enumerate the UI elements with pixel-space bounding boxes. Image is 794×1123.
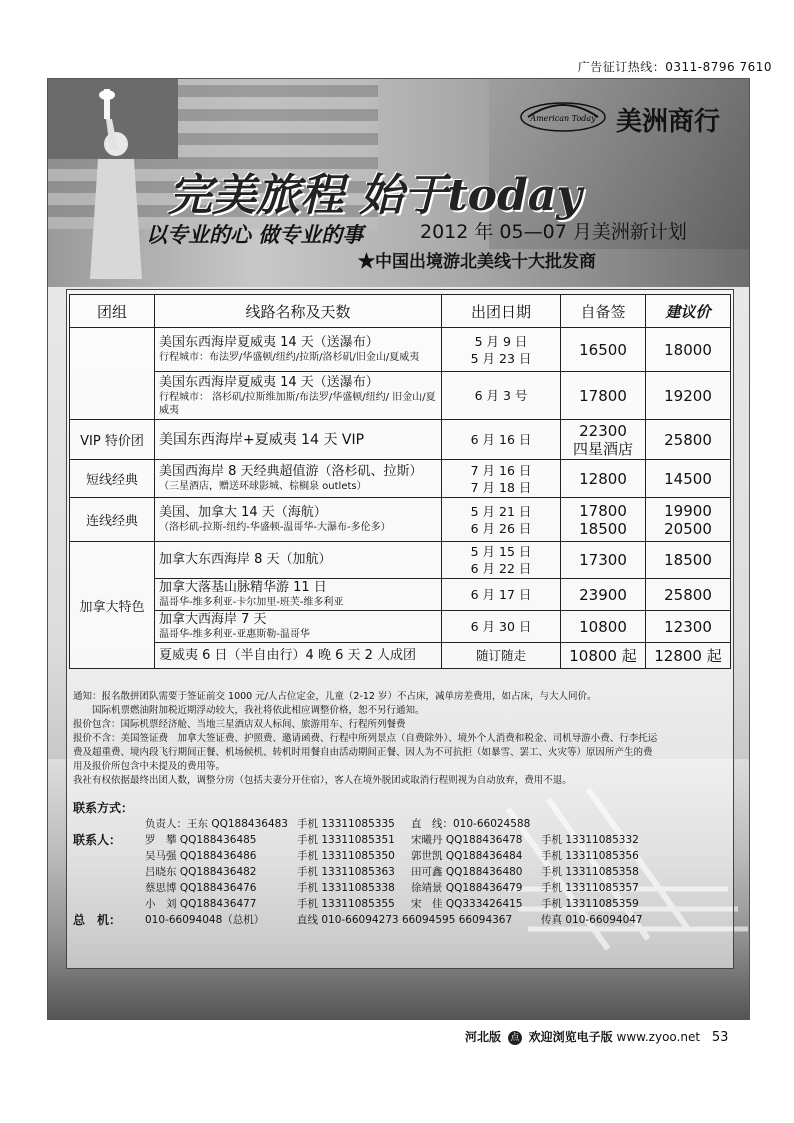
date-cell: 6 月 3 号 <box>442 372 561 420</box>
contact-qq: 吴马强 QQ188436486 <box>145 850 257 862</box>
contact-phone: 手机 13311085359 <box>541 898 639 910</box>
contacts-title: 联系方式： <box>73 801 134 815</box>
price-cell: 14500 <box>646 460 731 498</box>
contact-phone: 手机 13311085338 <box>297 882 395 894</box>
header-route: 线路名称及天数 <box>155 295 442 328</box>
header-date: 出团日期 <box>442 295 561 328</box>
table-row <box>70 420 731 460</box>
note-line: 通知：报名散拼团队需要于签证前交 1000 元/人占位定金，儿童（2-12 岁）不占床，减单房差费用，如占床，与大人同价。 <box>73 691 597 702</box>
footer <box>465 1028 728 1045</box>
contact-qq: 小 刘 QQ188436477 <box>145 898 257 910</box>
contact-phone: 手机 13311085363 <box>297 866 395 878</box>
self-visa-cell: 17800 <box>561 372 646 420</box>
header-self-visa: 自备签 <box>561 295 646 328</box>
direct-lines: 直线 010-66094273 66094595 66094367 <box>297 914 513 926</box>
headline: 完美旅程 始于today <box>168 170 582 221</box>
contact-qq: 宋曦丹 QQ188436478 <box>411 834 523 846</box>
contact-qq: 吕晓东 QQ188436482 <box>145 866 257 878</box>
group-cell: 连线经典 <box>70 498 155 542</box>
contact-row <box>73 880 729 896</box>
self-visa-cell: 16500 <box>561 328 646 372</box>
note-line: 我社有权依据最终出团人数，调整分房（包括夫妻分开住宿），客人在境外脱团或取消行程则视为自动放弃，费用不退。 <box>73 775 572 786</box>
brand-logo <box>518 95 738 145</box>
note-line: 报价不含：美国签证费 加拿大签证费、护照费、邀请函费、行程中所列景点（自费除外）、境外个人消费和税金、司机导游小费、行李托运 <box>73 733 658 744</box>
route-detail: 行程城市：布法罗/华盛顿/纽约/拉斯/洛杉矶/旧金山/夏威夷 <box>159 352 420 363</box>
fax: 传真 010-66094047 <box>541 914 643 926</box>
route-name: 夏威夷 6 日（半自由行）4 晚 6 天 2 人成团 <box>155 643 442 669</box>
route-name: 美国东西海岸+夏威夷 14 天 VIP <box>155 420 442 460</box>
head-direct: 直 线：010-66024588 <box>411 818 531 830</box>
route-detail: 行程城市： 洛杉矶/拉斯维加斯/布法罗/华盛顿/纽约/ 旧金山/夏威夷 <box>159 391 436 416</box>
note-line: 国际机票燃油附加税近期浮动较大，我社将依此相应调整价格，恕不另行通知。 <box>73 705 425 716</box>
table-row <box>70 372 731 420</box>
group-cell: VIP 特价团 <box>70 420 155 460</box>
route-cell <box>155 579 442 611</box>
note-line: 费及超重费、境内段飞行期间正餐、机场候机、转机时用餐自由活动期间正餐、因人为不可抗拒（如暴雪、罢工、火灾等）原因所产生的费 <box>73 747 653 758</box>
contact-phone: 手机 13311085358 <box>541 866 639 878</box>
head-contact: 负责人：王东 QQ188436483 <box>145 818 288 830</box>
hotline: 广告征订热线：0311-8796 7610 <box>577 60 772 74</box>
distributor-tagline: ★中国出境游北美线十大批发商 <box>358 252 596 272</box>
table-row <box>70 498 731 542</box>
route-detail: （三星酒店，赠送环球影城、棕榈泉 outlets） <box>159 481 367 492</box>
date-cell: 随订随走 <box>442 643 561 669</box>
slogan: 以专业的心 做专业的事 <box>146 223 364 247</box>
statue-of-liberty-icon <box>76 89 146 279</box>
date-cell: 6 月 16 日 <box>442 420 561 460</box>
advertisement <box>47 78 750 1020</box>
date-cell: 6 月 30 日 <box>442 611 561 643</box>
brand-small: American Today <box>530 114 596 123</box>
contact-row <box>73 896 729 912</box>
date-cell: 7 月 16 日 7 月 18 日 <box>442 460 561 498</box>
table-row <box>70 611 731 643</box>
self-visa-cell: 23900 <box>561 579 646 611</box>
contact-phone: 手机 13311085332 <box>541 834 639 846</box>
self-visa-cell: 12800 <box>561 460 646 498</box>
contact-phone: 手机 13311085351 <box>297 834 395 846</box>
notes <box>73 690 729 788</box>
route-name: 美国西海岸 8 天经典超值游（洛杉矶、拉斯） <box>159 464 423 479</box>
self-visa-cell: 10800 起 <box>561 643 646 669</box>
date-cell: 5 月 21 日 6 月 26 日 <box>442 498 561 542</box>
contact-phone: 手机 13311085357 <box>541 882 639 894</box>
price-cell: 25800 <box>646 420 731 460</box>
route-detail: 温哥华-维多利亚-亚惠斯勒-温哥华 <box>159 629 310 640</box>
route-name: 美国东西海岸夏威夷 14 天（送瀑布） <box>159 335 379 350</box>
route-name: 加拿大西海岸 7 天 <box>159 612 267 627</box>
route-name: 美国东西海岸夏威夷 14 天（送瀑布） <box>159 374 379 390</box>
group-cell: 短线经典 <box>70 460 155 498</box>
welcome-text: 欢迎浏览电子版 <box>528 1030 613 1044</box>
group-cell <box>70 328 155 420</box>
header-price: 建议价 <box>646 295 731 328</box>
badge-icon: 点 <box>508 1031 522 1045</box>
contact-qq: 郭世凯 QQ188436484 <box>411 850 523 862</box>
date-cell: 5 月 9 日 5 月 23 日 <box>442 328 561 372</box>
contact-row-head <box>73 816 729 832</box>
route-name: 加拿大东西海岸 8 天（加航） <box>155 542 442 579</box>
table-row <box>70 579 731 611</box>
banner <box>48 79 749 287</box>
contact-phone: 手机 13311085350 <box>297 850 395 862</box>
table-row <box>70 328 731 372</box>
route-cell <box>155 611 442 643</box>
brand-name: 美洲商行 <box>616 107 721 137</box>
note-line: 用及报价所包含中未提及的费用等。 <box>73 761 226 772</box>
route-detail: 温哥华-维多利亚-卡尔加里-班芙-维多利亚 <box>159 597 344 608</box>
price-cell: 25800 <box>646 579 731 611</box>
head-phone: 手机 13311085335 <box>297 818 395 830</box>
table-row <box>70 643 731 669</box>
self-visa-cell: 22300 四星酒店 <box>561 420 646 460</box>
switch-label: 总 机： <box>73 913 122 927</box>
contact-qq: 宋 佳 QQ333426415 <box>411 898 523 910</box>
contact-row <box>73 832 729 848</box>
page-number: 53 <box>711 1030 729 1045</box>
contact-phone: 手机 13311085356 <box>541 850 639 862</box>
table-header-row <box>70 295 731 328</box>
self-visa-cell: 17300 <box>561 542 646 579</box>
contact-row <box>73 848 729 864</box>
contact-phone: 手机 13311085355 <box>297 898 395 910</box>
american-today-logo-icon <box>518 95 608 139</box>
contact-label: 联系人： <box>73 833 122 847</box>
price-cell: 18500 <box>646 542 731 579</box>
route-cell <box>155 498 442 542</box>
route-cell <box>155 328 442 372</box>
price-cell: 19200 <box>646 372 731 420</box>
contact-qq: 蔡思博 QQ188436476 <box>145 882 257 894</box>
contact-row-switchboard <box>73 912 729 928</box>
contacts <box>73 800 729 928</box>
price-cell: 12300 <box>646 611 731 643</box>
edition: 河北版 <box>465 1030 502 1044</box>
contact-qq: 田可鑫 QQ188436480 <box>411 866 523 878</box>
group-cell: 加拿大特色 <box>70 542 155 669</box>
route-detail: （洛杉矶-拉斯-纽约-华盛顿-温哥华-大瀑布-多伦多） <box>159 522 391 533</box>
contact-qq: 罗 攀 QQ188436485 <box>145 834 257 846</box>
date-cell: 5 月 15 日 6 月 22 日 <box>442 542 561 579</box>
contact-row <box>73 864 729 880</box>
route-cell <box>155 372 442 420</box>
route-name: 加拿大落基山脉精华游 11 日 <box>159 580 327 595</box>
note-line: 报价包含：国际机票经济舱、当地三星酒店双人标间、旅游用车、行程所列餐费 <box>73 719 406 730</box>
route-table <box>69 294 731 669</box>
header-group: 团组 <box>70 295 155 328</box>
self-visa-cell: 10800 <box>561 611 646 643</box>
route-name: 美国、加拿大 14 天（海航） <box>159 505 327 520</box>
contact-qq: 徐靖景 QQ188436479 <box>411 882 523 894</box>
plan-title: 2012 年 05—07 月美洲新计划 <box>420 221 687 243</box>
date-cell: 6 月 17 日 <box>442 579 561 611</box>
self-visa-cell: 17800 18500 <box>561 498 646 542</box>
table-row <box>70 542 731 579</box>
table-row <box>70 460 731 498</box>
switchboard: 010-66094048（总机） <box>145 914 265 926</box>
route-cell <box>155 460 442 498</box>
website-link[interactable]: www.zyoo.net <box>616 1030 701 1044</box>
price-cell: 12800 起 <box>646 643 731 669</box>
price-cell: 19900 20500 <box>646 498 731 542</box>
price-cell: 18000 <box>646 328 731 372</box>
content-panel <box>66 289 734 969</box>
